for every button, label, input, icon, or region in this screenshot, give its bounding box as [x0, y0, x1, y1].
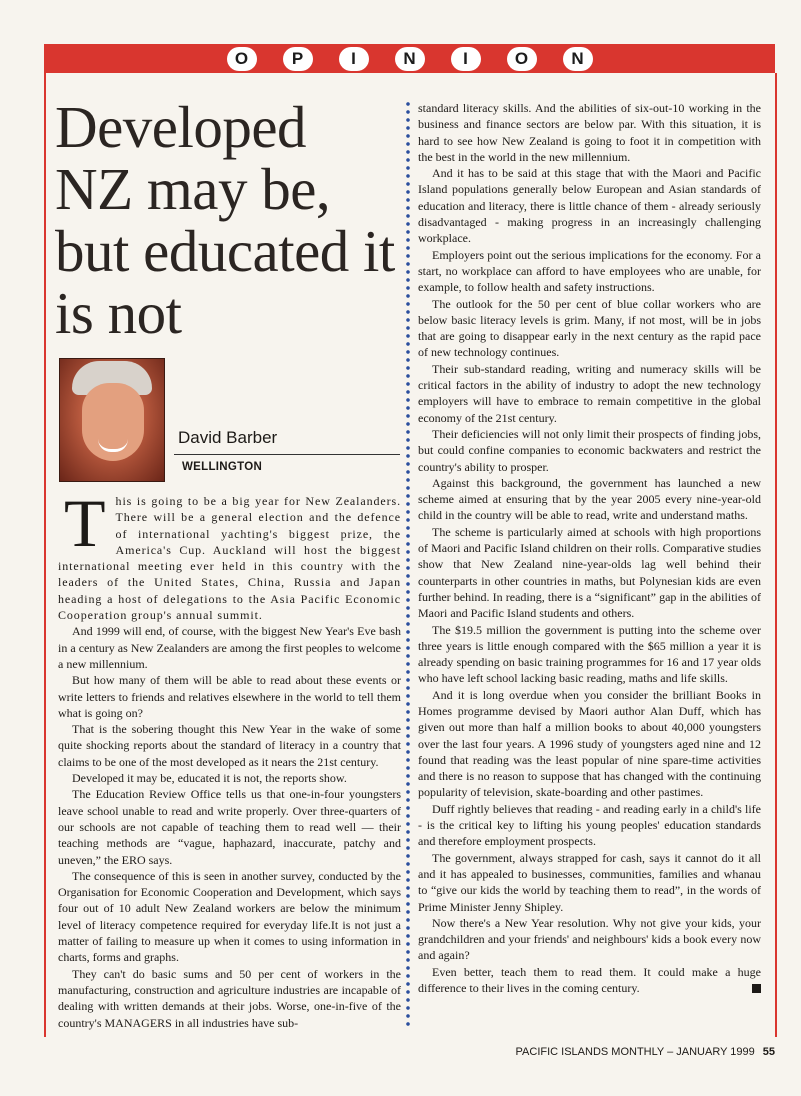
banner-letter: N — [563, 47, 593, 71]
dateline: WELLINGTON — [182, 461, 263, 473]
paragraph: Employers point out the serious implications for the economy. For a start, no workplace can afford to have employees who are unable, for example, to follow health and safety instructions. — [418, 247, 761, 295]
banner-letter: I — [339, 47, 369, 71]
paragraph: Now there's a New Year resolution. Why not give your kids, your grandchildren and your friends' and neighbours' kids a book every now and again? — [418, 915, 761, 963]
paragraph: The $19.5 million the government is putting into the scheme over three years is little enough compared with the $65 million a year it is already spending on basic training programmes for 16 and 17 year olds who have left school lacking basic reading, maths and life skills. — [418, 622, 761, 686]
paragraph: Their deficiencies will not only limit their prospects of finding jobs, but could confine companies to economic backwaters and restrict the country's ability to prosper. — [418, 426, 761, 474]
paragraph: And it is long overdue when you consider the brilliant Books in Homes programme devised by Maori author Alan Duff, which has given out more than half a million books to about 40,000 youngsters over the last four years. A 1996 study of youngsters aged nine and 12 found that reading was the least popular of nine spare-time activities and there is no reason to suppose that has changed with the continuing popularity of television, skate-boarding and other pastimes. — [418, 687, 761, 800]
publication-name: PACIFIC ISLANDS MONTHLY – JANUARY 1999 — [515, 1046, 755, 1058]
paragraph: That is the sobering thought this New Year in the wake of some quite shocking reports about the standard of literacy in a country that claims to be one of the most developed as it nears the 21st century. — [58, 722, 401, 769]
article-column-right — [418, 100, 761, 996]
paragraph — [58, 485, 401, 623]
author-photo — [59, 358, 165, 482]
paragraph: Against this background, the government has launched a new scheme aimed at ensuring that by the year 2005 every nine-year-old child in the country will be able to read, write and understand maths. — [418, 475, 761, 523]
byline-divider — [174, 454, 400, 455]
paragraph: The Education Review Office tells us that one-in-four youngsters leave school unable to read and write properly. Over three-quarters of our schools are not capable of teaching them to read well — their teaching methods are “vague, haphazard, inaccurate, patchy and uneven,” the ERO says. — [58, 787, 401, 867]
paragraph: The scheme is particularly aimed at schools with high proportions of Maori and Pacific Island children on their rolls. Comparative studies show that New Zealand nine-year-olds lag well behind their counterparts in other countries in maths, but Polynesian kids are even further behind. In reading, there is a “significant” gap in the abilities of Maori and Pacific Island students and others. — [418, 524, 761, 621]
paragraph: And 1999 will end, of course, with the biggest New Year's Eve bash in a century as New Zealanders are among the first peoples to welcome a new millennium. — [58, 624, 401, 671]
banner-letter: O — [227, 47, 257, 71]
banner-letters — [227, 47, 593, 71]
article-column-left — [58, 485, 401, 1031]
paragraph: They can't do basic sums and 50 per cent of workers in the manufacturing, construction and agriculture industries are incapable of dealing with written demands at their jobs. Worse, one-in-five of the country's MANAGERS in all industries have sub- — [58, 966, 401, 1030]
paragraph-text: Even better, teach them to read them. It could make a huge difference to their lives in the coming century. — [418, 964, 761, 996]
banner-letter: I — [451, 47, 481, 71]
paragraph: Developed it may be, educated it is not, the reports show. — [72, 771, 347, 786]
paragraph-text: his is going to be a big year for New Zealanders. There will be a general election and the defence of international yachting's biggest prize, the America's Cup. Auckland will host the biggest international meeting ever held in this country with the leaders of the United States, China, Russia and Japan heading a host of delegations to the Asia Pacific Economic Cooperation group's annual summit. — [58, 494, 401, 623]
paragraph — [418, 964, 761, 997]
author-name: David Barber — [178, 428, 278, 447]
paragraph: And it has to be said at this stage that with the Maori and Pacific Island populations generally below European and Asian standards of education and literacy, there is little chance of them - already seriously disadvantaged - making progress in an increasingly challenging workplace. — [418, 166, 761, 246]
headline: Developed NZ may be, but educated it is not — [55, 94, 395, 346]
paragraph: The outlook for the 50 per cent of blue collar workers who are below basic literacy levels is grim. Many, if not most, will be in jobs that are going to disappear early in the next century as the rapid pace of new technology continues. — [418, 296, 761, 360]
opinion-banner — [44, 44, 775, 73]
banner-letter: N — [395, 47, 425, 71]
paragraph: The consequence of this is seen in another survey, conducted by the Organisation for Economic Cooperation and Development, which says four out of 10 adult New Zealand workers are below the minimum level of literacy competence required for everyday life.It is not just a matter of failing to measure up when it comes to using information in charts, forms and graphs. — [58, 868, 401, 965]
banner-letter: O — [507, 47, 537, 71]
paragraph: Their sub-standard reading, writing and numeracy skills will be critical factors in the ability of industry to adopt the new technology employers will have to embrace to remain competitive in the global economy of the 21st century. — [418, 361, 761, 425]
drop-cap: T — [64, 485, 106, 561]
paragraph: Duff rightly believes that reading - and reading early in a child's life - is the critical key to lifting his young peoples' education standards and therefore employment prospects. — [418, 801, 761, 849]
page-footer — [516, 1046, 775, 1058]
paragraph: The government, always strapped for cash, says it cannot do it all and it has appealed to businesses, communities, families and whanau to “give our kids the world by teaching them to read”, in the words of Prime Minister Jenny Shipley. — [418, 850, 761, 914]
paragraph: standard literacy skills. And the abilities of six-out-10 working in the business and finance sectors are below par. With this situation, it is hard to see how New Zealand is going to foot it in competition with the best in the world in the new millennium. — [418, 101, 761, 164]
end-mark-icon — [752, 984, 761, 993]
page-number: 55 — [762, 1046, 775, 1058]
paragraph: But how many of them will be able to read about these events or write letters to friends and relatives elsewhere in the world to tell them what is going on? — [58, 673, 401, 720]
column-divider-dots — [405, 100, 411, 1030]
banner-letter: P — [283, 47, 313, 71]
